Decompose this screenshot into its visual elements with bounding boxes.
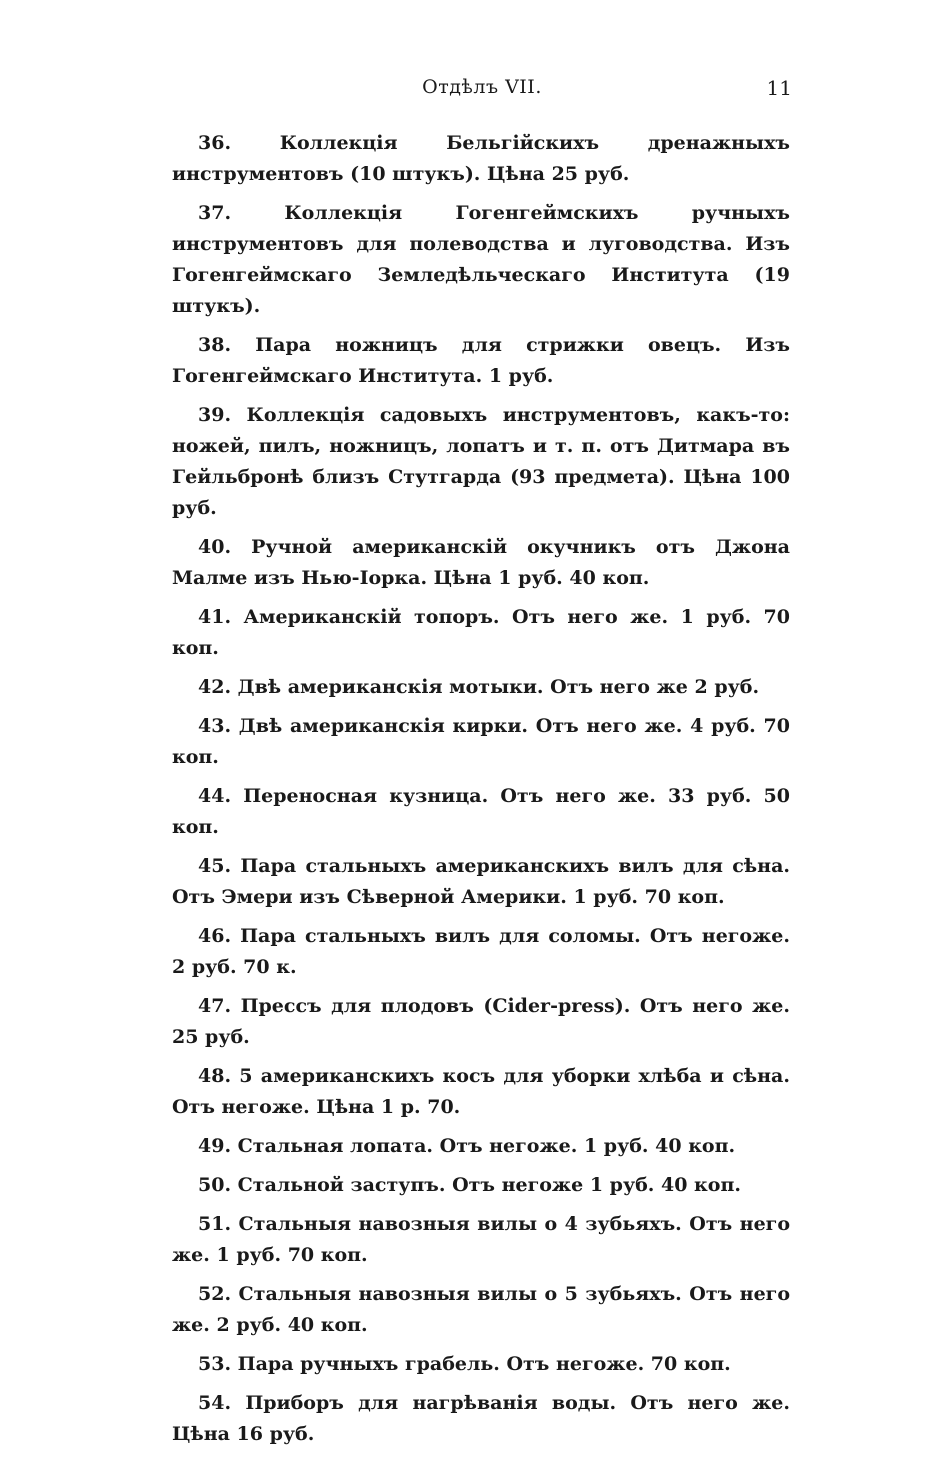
list-item: 47. Прессъ для плодовъ (Cider-press). Отъ него же. 25 руб.	[172, 995, 790, 1048]
list-item: 39. Коллекція садовыхъ инструментовъ, какъ-то: ножей, пилъ, ножницъ, лопатъ и т. п. отъ Дитмара въ Гейльбронѣ близъ Стутгарда (93 предмета). Цѣна 100 руб.	[172, 404, 790, 519]
list-item: 42. Двѣ американскія мотыки. Отъ него же 2 руб.	[198, 676, 760, 698]
list-item: 45. Пара стальныхъ американскихъ вилъ для сѣна. Отъ Эмери изъ Сѣверной Америки. 1 руб. 70 коп.	[172, 855, 790, 908]
page-number: 11	[766, 76, 792, 100]
entry-list	[172, 128, 790, 1458]
list-item: 41. Американскій топоръ. Отъ него же. 1 руб. 70 коп.	[172, 606, 790, 659]
section-title: Отдѣлъ VII.	[422, 76, 542, 98]
list-item: 52. Стальныя навозныя вилы о 5 зубьяхъ. Отъ него же. 2 руб. 40 коп.	[172, 1283, 790, 1336]
list-item: 44. Переносная кузница. Отъ него же. 33 руб. 50 коп.	[172, 785, 790, 838]
list-item: 36. Коллекція Бельгійскихъ дренажныхъ инструментовъ (10 штукъ). Цѣна 25 руб.	[172, 132, 790, 185]
list-item: 48. 5 американскихъ косъ для уборки хлѣба и сѣна. Отъ негоже. Цѣна 1 р. 70.	[172, 1065, 790, 1118]
list-item: 53. Пара ручныхъ грабель. Отъ негоже. 70 коп.	[198, 1353, 731, 1375]
list-item: 51. Стальныя навозныя вилы о 4 зубьяхъ. Отъ него же. 1 руб. 70 коп.	[172, 1213, 790, 1266]
list-item: 50. Стальной заступъ. Отъ негоже 1 руб. 40 коп.	[198, 1174, 741, 1196]
page-header	[172, 76, 792, 102]
list-item: 37. Коллекція Гогенгеймскихъ ручныхъ инструментовъ для полеводства и луговодства. Изъ Гогенгеймскаго Земледѣльческаго Института (19 штукъ).	[172, 202, 790, 317]
list-item: 54. Приборъ для нагрѣванія воды. Отъ него же. Цѣна 16 руб.	[172, 1392, 790, 1445]
list-item: 43. Двѣ американскія кирки. Отъ него же. 4 руб. 70 коп.	[172, 715, 790, 768]
list-item: 40. Ручной американскій окучникъ отъ Джона Малме изъ Нью-Іорка. Цѣна 1 руб. 40 коп.	[172, 536, 790, 589]
list-item: 49. Стальная лопата. Отъ негоже. 1 руб. 40 коп.	[198, 1135, 736, 1157]
list-item: 46. Пара стальныхъ вилъ для соломы. Отъ негоже. 2 руб. 70 к.	[172, 925, 790, 978]
list-item: 38. Пара ножницъ для стрижки овецъ. Изъ Гогенгеймскаго Института. 1 руб.	[172, 334, 790, 387]
